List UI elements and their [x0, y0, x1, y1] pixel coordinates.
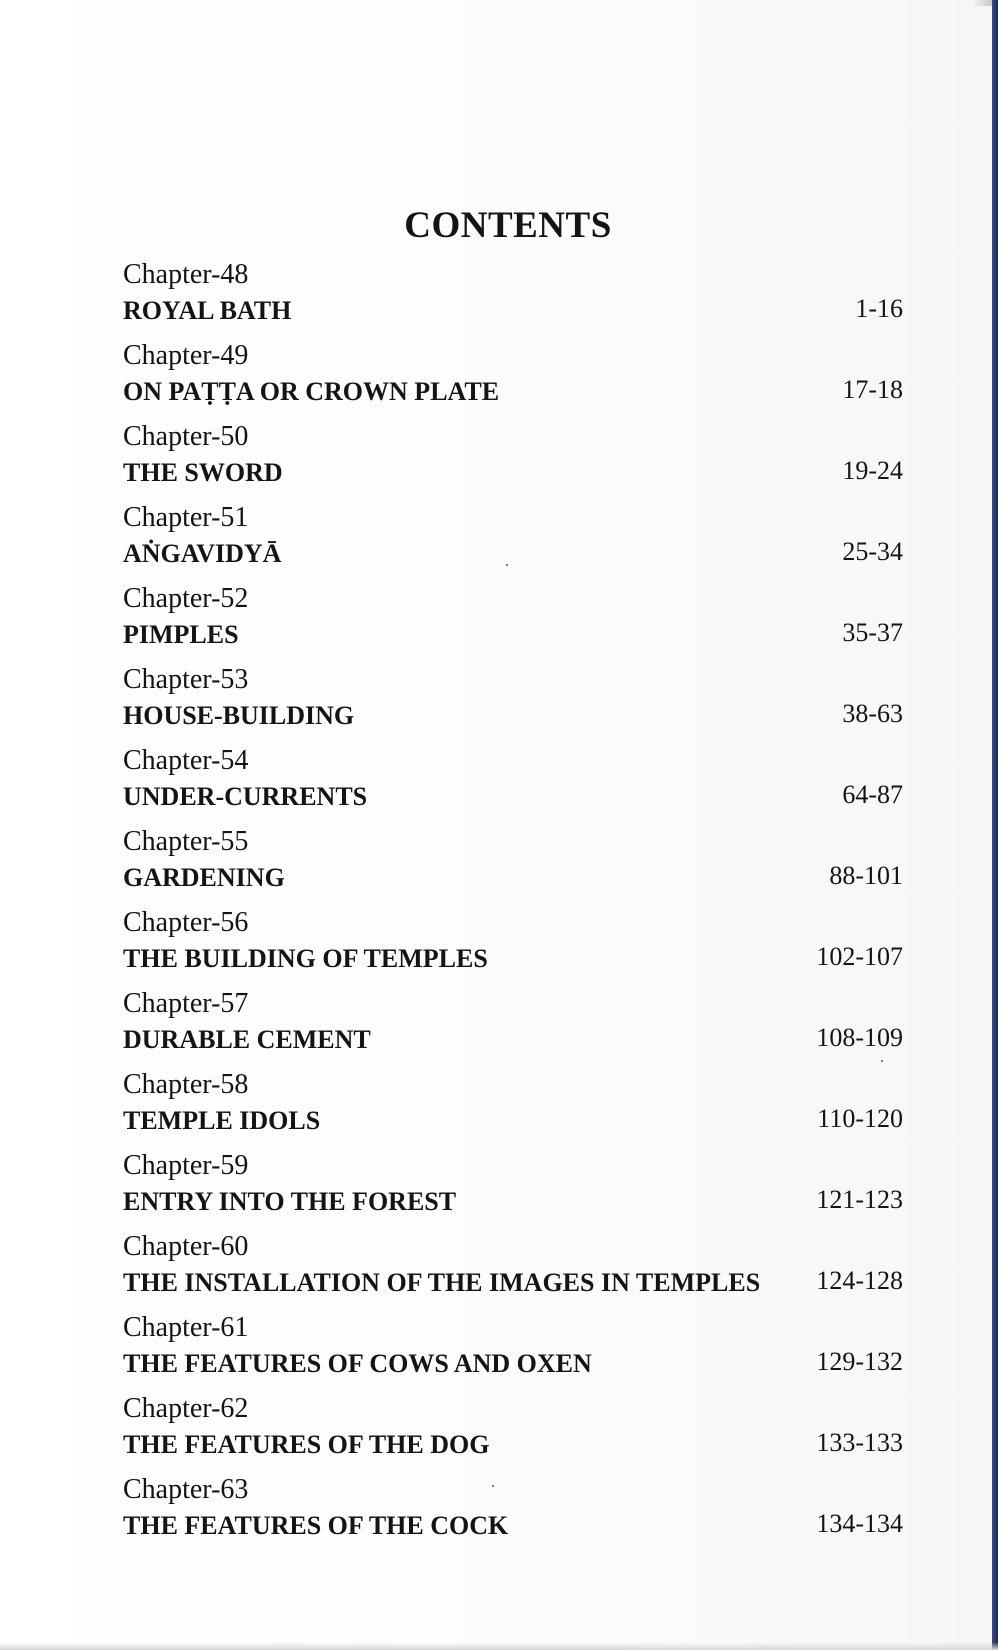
chapter-title: THE FEATURES OF THE DOG	[123, 1430, 490, 1459]
chapter-title: THE FEATURES OF THE COCK	[123, 1511, 509, 1540]
chapter-title: UNDER-CURRENTS	[123, 782, 368, 811]
toc-entry	[123, 582, 903, 663]
print-speck	[492, 1485, 494, 1487]
chapter-title: ROYAL BATH	[123, 296, 292, 325]
toc-entry	[123, 501, 903, 582]
page-range: 108-109	[816, 1023, 903, 1052]
table-of-contents	[123, 258, 903, 1554]
toc-entry	[123, 258, 903, 339]
page-range: 35-37	[842, 618, 903, 647]
toc-entry	[123, 1068, 903, 1149]
toc-entry	[123, 1230, 903, 1311]
page-range: 38-63	[842, 699, 903, 728]
page-range: 88-101	[829, 861, 903, 890]
chapter-title: AṄGAVIDYĀ	[123, 539, 282, 568]
chapter-title: ENTRY INTO THE FOREST	[123, 1187, 457, 1216]
page-range: 133-133	[816, 1428, 903, 1457]
toc-entry	[123, 663, 903, 744]
page-range: 19-24	[842, 456, 903, 485]
toc-entry	[123, 1149, 903, 1230]
chapter-number: Chapter-62	[123, 1393, 249, 1424]
toc-entry	[123, 420, 903, 501]
toc-entry	[123, 1392, 903, 1473]
chapter-title: GARDENING	[123, 863, 285, 892]
contents-heading: CONTENTS	[404, 205, 612, 246]
chapter-title: DURABLE CEMENT	[123, 1025, 371, 1054]
chapter-number: Chapter-53	[123, 664, 249, 695]
toc-entry	[123, 906, 903, 987]
chapter-number: Chapter-56	[123, 907, 249, 938]
chapter-number: Chapter-51	[123, 502, 249, 533]
chapter-number: Chapter-57	[123, 988, 249, 1019]
chapter-number: Chapter-52	[123, 583, 249, 614]
chapter-title: THE INSTALLATION OF THE IMAGES IN TEMPLES	[123, 1268, 761, 1297]
chapter-number: Chapter-63	[123, 1474, 249, 1505]
chapter-title: THE FEATURES OF COWS AND OXEN	[123, 1349, 592, 1378]
chapter-title: TEMPLE IDOLS	[123, 1106, 321, 1135]
print-speck	[506, 564, 508, 566]
page-range: 102-107	[816, 942, 903, 971]
chapter-number: Chapter-49	[123, 340, 249, 371]
chapter-number: Chapter-55	[123, 826, 249, 857]
page-bottom-shadow	[0, 1642, 998, 1650]
book-cover-edge	[992, 0, 998, 1650]
page-range: 134-134	[816, 1509, 903, 1538]
toc-entry	[123, 744, 903, 825]
page-range: 129-132	[816, 1347, 903, 1376]
toc-entry	[123, 339, 903, 420]
chapter-title: THE SWORD	[123, 458, 283, 487]
page-range: 110-120	[817, 1104, 903, 1133]
page-range: 64-87	[842, 780, 903, 809]
page-range: 17-18	[842, 375, 903, 404]
chapter-number: Chapter-61	[123, 1312, 249, 1343]
chapter-number: Chapter-60	[123, 1231, 249, 1262]
chapter-number: Chapter-58	[123, 1069, 249, 1100]
chapter-title: THE BUILDING OF TEMPLES	[123, 944, 488, 973]
print-speck	[881, 1060, 883, 1062]
chapter-title: PIMPLES	[123, 620, 239, 649]
toc-entry	[123, 1473, 903, 1554]
page-range: 124-128	[816, 1266, 903, 1295]
page-corner-shadow	[972, 0, 992, 6]
page-range: 25-34	[842, 537, 903, 566]
chapter-title: ON PAṬṬA OR CROWN PLATE	[123, 377, 500, 406]
chapter-number: Chapter-48	[123, 259, 249, 290]
chapter-number: Chapter-59	[123, 1150, 249, 1181]
page-range: 1-16	[855, 294, 903, 323]
toc-entry	[123, 987, 903, 1068]
page-range: 121-123	[816, 1185, 903, 1214]
chapter-number: Chapter-50	[123, 421, 249, 452]
chapter-number: Chapter-54	[123, 745, 249, 776]
chapter-title: HOUSE-BUILDING	[123, 701, 355, 730]
toc-entry	[123, 825, 903, 906]
toc-entry	[123, 1311, 903, 1392]
